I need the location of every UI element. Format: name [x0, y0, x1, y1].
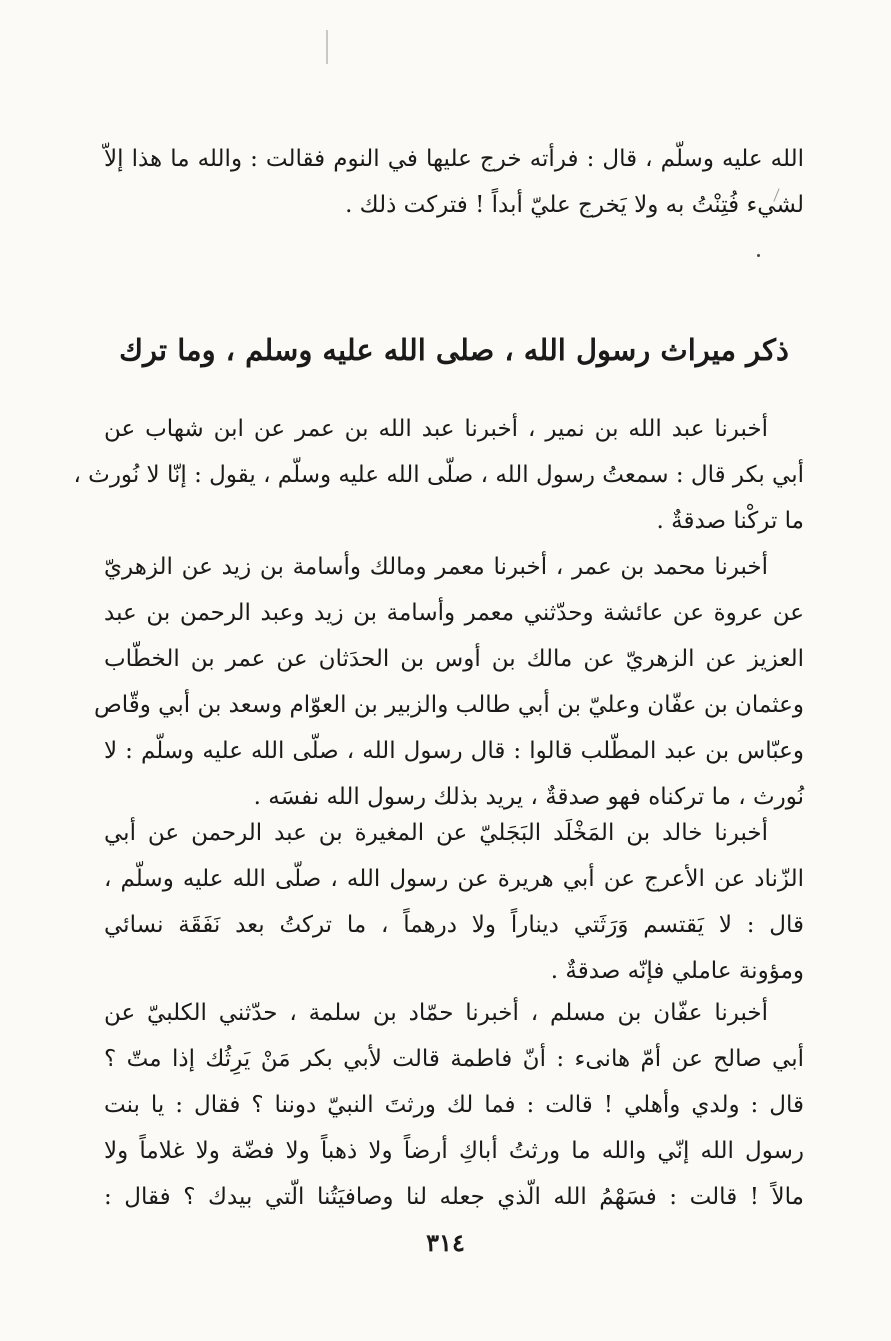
text-line: الزّناد عن الأعرج عن أبي هريرة عن رسول الله ، صلّى الله عليه وسلّم ، [104, 866, 804, 892]
section-heading: ذكر ميراث رسول الله ، صلى الله عليه وسلم ، وما ترك [119, 333, 789, 367]
paragraph-2 [93, 544, 804, 820]
text-line: نُورث ، ما تركناه فهو صدقةٌ ، يريد بذلك رسول الله نفسَه . [253, 784, 804, 810]
text-line: أخبرنا خالد بن المَخْلَد البَجَليّ عن المغيرة بن عبد الرحمن عن أبي [104, 820, 768, 846]
text-line: أبي بكر قال : سمعتُ رسول الله ، صلّى الله عليه وسلّم ، يقول : إنّا لا نُورث ، [73, 462, 804, 488]
paragraph-3 [104, 810, 804, 994]
text-line: العزيز عن الزهريّ عن مالك بن أوس بن الحدَثان عن عمر بن الخطّاب [104, 646, 804, 672]
text-line: ومؤونة عاملي فإنّه صدقةٌ . [550, 958, 804, 984]
text-line: وعثمان بن عفّان وعليّ بن أبي طالب والزبير بن العوّام وسعد بن أبي وقّاص [93, 692, 804, 718]
text-line: وعبّاس بن عبد المطّلب قالوا : قال رسول الله ، صلّى الله عليه وسلّم : لا [104, 738, 804, 764]
text-line: ما تركْنا صدقةٌ . [656, 508, 804, 534]
scan-gutter-mark [326, 30, 328, 64]
scan-stray-dot [757, 254, 760, 257]
text-line: أخبرنا عفّان بن مسلم ، أخبرنا حمّاد بن سلمة ، حدّثني الكلبيّ عن [104, 1000, 768, 1026]
page-number: ٣١٤ [426, 1228, 465, 1257]
text-line: قال : لا يَقتسم وَرَثَتي ديناراً ولا درهماً ، ما تركتُ بعد نَفَقَة نسائي [104, 912, 804, 938]
intro-paragraph [104, 136, 804, 228]
text-line: أخبرنا عبد الله بن نمير ، أخبرنا عبد الله بن عمر عن ابن شهاب عن [104, 416, 768, 442]
text-line: لشيء فُتِنْتُ به ولا يَخرج عليّ أبداً ! فتركت ذلك . [345, 192, 804, 218]
paragraph-4 [104, 990, 804, 1220]
text-line: أبي صالح عن أمّ هانىء : أنّ فاطمة قالت لأبي بكر مَنْ يَرِثُك إذا متّ ؟ [104, 1046, 804, 1072]
text-line: قال : ولدي وأهلي ! قالت : فما لك ورثتَ النبيّ دوننا ؟ فقال : يا بنت [104, 1092, 804, 1118]
text-line: الله عليه وسلّم ، قال : فرأته خرج عليها في النوم فقالت : والله ما هذا إلاّ [104, 146, 804, 172]
text-line: رسول الله إنّي والله ما ورثتُ أباكِ أرضاً ولا ذهباً ولا فضّة ولا غلاماً ولا [104, 1138, 804, 1164]
text-line: مالاً ! قالت : فسَهْمُ الله الّذي جعله لنا وصافيَتُنا الّتي بيدك ؟ فقال : [104, 1184, 804, 1210]
text-line: عن عروة عن عائشة وحدّثني معمر وأسامة بن زيد وعبد الرحمن بن عبد [104, 600, 804, 626]
paragraph-1 [73, 406, 804, 544]
text-line: أخبرنا محمد بن عمر ، أخبرنا معمر ومالك وأسامة بن زيد عن الزهريّ [104, 554, 768, 580]
